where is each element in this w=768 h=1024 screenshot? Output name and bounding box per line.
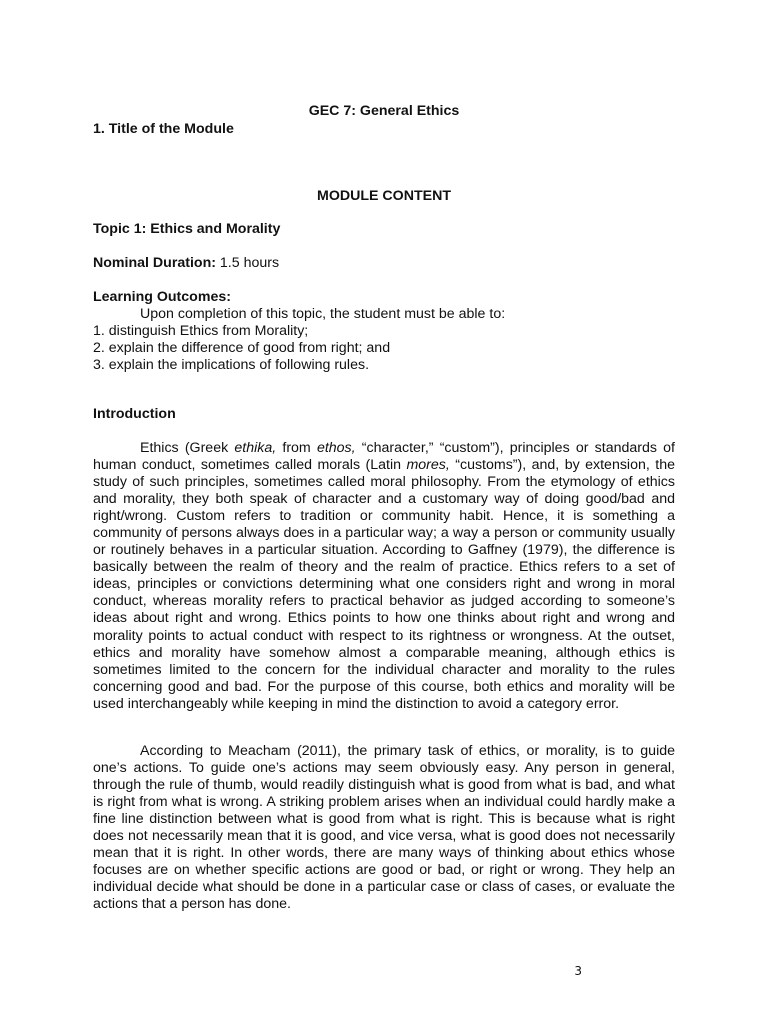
ethos-term: ethos, [316, 440, 356, 456]
introduction-heading: Introduction [93, 406, 176, 422]
nominal-duration-label: Nominal Duration: [93, 255, 216, 271]
paragraph-text: Ethics (Greek [140, 440, 235, 456]
mores-term: mores, [406, 457, 450, 474]
paragraph-text: from [276, 440, 317, 456]
introduction-paragraph-2: According to Meacham (2011), the primary task of ethics, or morality, is to guide one’s actions. To guide one’s actions may seem obviously easy. Any person in general, through the rule of thumb, would readily distinguish what is good from what is bad, and what is right from what is wrong. A striking problem arises when an individual could hardly make a fine line distinction between what is good from what is right. This is because what is right does not necessarily mean that it is good, and vice versa, what is good does not necessarily mean that it is right. In other words, there are many ways of thinking about ethics whose focuses are on whether specific actions are good or bad, or right or wrong. They help an individual decide what should be done in a particular case or class of cases, or evaluate the actions that a person has done. [93, 743, 675, 913]
introduction-paragraph-1 [93, 440, 675, 713]
paragraph-text: “customs”), and, by extension, the study of such principles, sometimes called moral philosophy. From the etymology of ethics and morality, they both speak of character and a customary way of doing good/bad and right/wrong. Custom refers to tradition or community habit. Hence, it is something a community of persons always does in a particular way; a way a person or community usually or routinely behaves in a particular situation. According to Gaffney (1979), the difference is basically between the realm of theory and the realm of practice. Ethics refers to a set of ideas, principles or convictions determining what one considers right and wrong in moral conduct, whereas morality refers to practical behavior as judged according to someone’s ideas about right and wrong. Ethics points to how one thinks about right and wrong and morality points to actual conduct with respect to its rightness or wrongness. At the outset, ethics and morality have somehow almost a comparable meaning, although ethics is sometimes limited to the concern for the individual character and morality to the rules concerning good and bad. For the purpose of this course, both ethics and morality will be used interchangeably while keeping in mind the distinction to avoid a category error. [93, 457, 675, 712]
module-title-label: 1. Title of the Module [93, 121, 234, 137]
learning-outcome-item: 2. explain the difference of good from right; and [93, 340, 391, 357]
learning-outcomes-section [93, 289, 675, 374]
learning-outcomes-intro: Upon completion of this topic, the student must be able to: [140, 306, 506, 323]
nominal-duration [93, 255, 279, 271]
learning-outcome-item: 3. explain the implications of following rules. [93, 357, 370, 374]
document-page [93, 0, 675, 1024]
topic-title: Topic 1: Ethics and Morality [93, 221, 281, 237]
course-title: GEC 7: General Ethics [308, 103, 460, 119]
nominal-duration-value: 1.5 hours [215, 255, 280, 271]
module-content-heading: MODULE CONTENT [317, 188, 451, 204]
page-number: 3 [574, 964, 582, 978]
learning-outcomes-heading: Learning Outcomes: [93, 289, 231, 305]
ethika-term: ethika, [234, 440, 277, 456]
learning-outcome-item: 1. distinguish Ethics from Morality; [93, 323, 309, 340]
paragraph-text: “character,” “custom”), principles or standards of human conduct, sometimes called morals (Latin [93, 440, 675, 474]
